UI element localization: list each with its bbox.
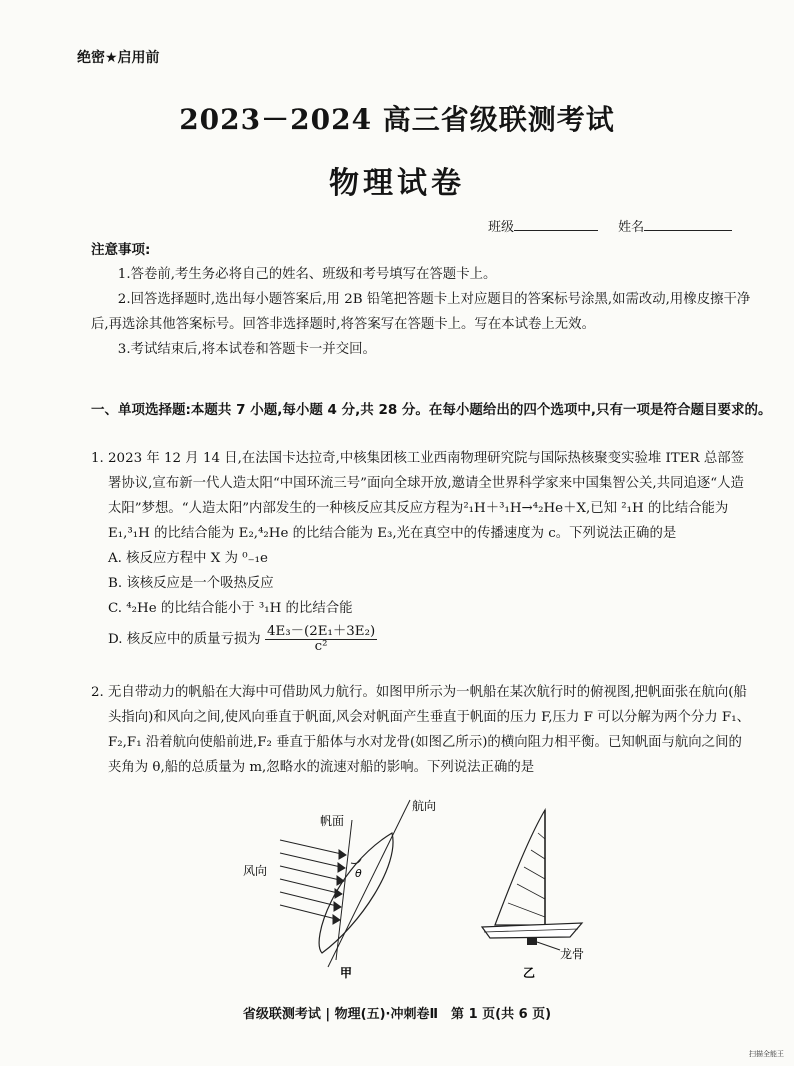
student-info — [488, 216, 732, 235]
heading-label: 航向 — [412, 799, 437, 813]
page-footer: 省级联测考试 | 物理(五)·冲刺卷Ⅱ 第 1 页(共 6 页) — [242, 1007, 552, 1022]
figure-b — [470, 795, 620, 990]
question-2-stem: 2. 无自带动力的帆船在大海中可借助风力航行。如图甲所示为一帆船在某次航行时的俯视图,把帆面张在航向(船头指向)和风向之间,使风向垂直于帆面,风会对帆面产生垂直于帆面的压力 F,压力 F 可以分解为两个分力 F₁、F₂,F₁ 沿着航向使船前进,F₂ 垂直于船体与水对龙骨(如图乙所示)的横向阻力相平衡。已知帆面与航向之间的夹角为 θ,船的总质量为 m,忽略水的流速对船的影响。下列说法正确的是 — [91, 685, 750, 775]
question-2 — [91, 680, 751, 780]
figure-a — [240, 795, 440, 990]
name-label: 姓名 — [618, 220, 645, 235]
notes-heading: 注意事项: — [91, 242, 151, 258]
wind-arrows — [280, 840, 346, 924]
angle-label: θ — [355, 867, 362, 880]
option-a[interactable]: A. 核反应方程中 X 为 ⁰₋₁e — [108, 551, 268, 566]
question-1 — [91, 446, 751, 654]
keel — [527, 938, 537, 945]
keel-label: 龙骨 — [560, 947, 585, 961]
wind-label: 风向 — [243, 864, 268, 878]
exam-title: 2023－2024 高三省级联测考试 — [179, 103, 615, 136]
name-blank[interactable] — [644, 218, 732, 231]
section-heading: 一、单项选择题:本题共 7 小题,每小题 4 分,共 28 分。在每小题给出的四个选项中,只有一项是符合题目要求的。 — [91, 402, 772, 418]
class-blank[interactable] — [514, 218, 598, 231]
notes-list — [91, 262, 751, 362]
question-1-stem: 1. 2023 年 12 月 14 日,在法国卡达拉奇,中核集团核工业西南物理研究院与国际热核聚变实验堆 ITER 总部签署协议,宣布新一代人造太阳“中国环流三号”面向全球开放,邀请全世界科学家来中国集智公关,共同追逐“人造太阳”梦想。“人造太阳”内部发生的一种核反应其反应方程为²₁H＋³₁H→⁴₂He＋X,已知 ²₁H 的比结合能为 E₁,³₁H 的比结合能为 E₂,⁴₂He 的比结合能为 E₃,光在真空中的传播速度为 c。下列说法正确的是 — [91, 451, 745, 541]
figure-a-caption: 甲 — [340, 966, 353, 980]
subject-title: 物理试卷 — [329, 166, 465, 201]
class-label: 班级 — [488, 220, 515, 235]
scanner-badge: 扫描全能王 — [749, 1050, 784, 1058]
reaction-equation: ²₁H＋³₁H→⁴₂He＋X — [463, 501, 587, 516]
note-item: 3.考试结束后,将本试卷和答题卡一并交回。 — [117, 342, 376, 357]
option-d[interactable]: D. 核反应中的质量亏损为 $\frac{\text{4E₃－(2E₁＋3E₂)}}{\text{c²}}$ — [108, 624, 376, 654]
option-c[interactable]: C. ⁴₂He 的比结合能小于 ³₁H 的比结合能 — [108, 601, 353, 616]
option-b[interactable]: B. 该核反应是一个吸热反应 — [108, 576, 274, 591]
sail-label: 帆面 — [320, 814, 345, 828]
note-item: 2.回答选择题时,选出每小题答案后,用 2B 铅笔把答题卡上对应题目的答案标号涂黑,如需改动,用橡皮擦干净后,再选涂其他答案标号。回答非选择题时,将答案写在答题卡上。写在本试卷上无效。 — [91, 292, 751, 332]
note-item: 1.答卷前,考生务必将自己的姓名、班级和考号填写在答题卡上。 — [117, 267, 497, 282]
mass-defect-fraction: $\frac{\text{4E₃－(2E₁＋3E₂)}}{\text{c²}}$ — [266, 624, 376, 654]
figure-b-caption: 乙 — [523, 966, 536, 980]
confidential-label: 绝密★启用前 — [77, 50, 160, 66]
